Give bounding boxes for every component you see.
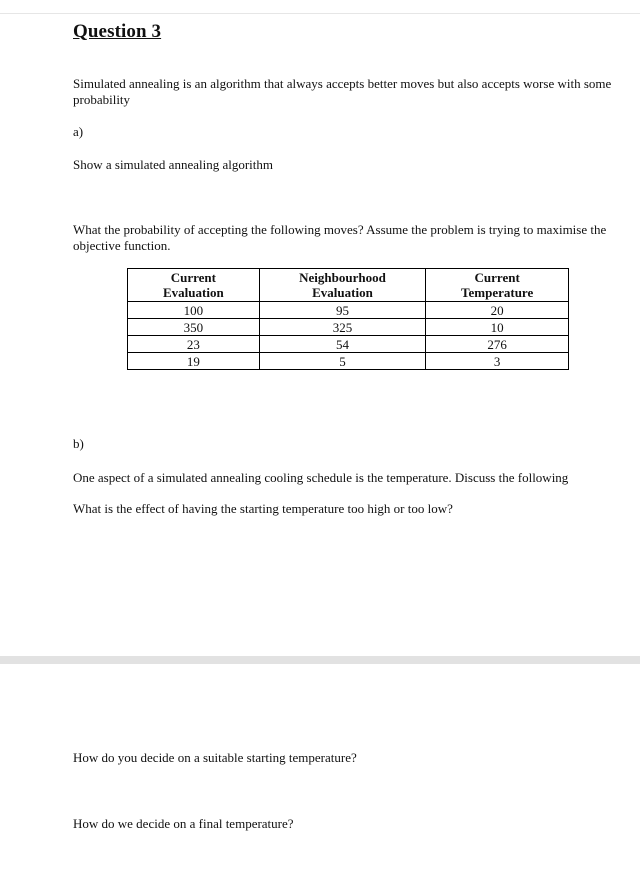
probability-question: What the probability of accepting the following moves? Assume the problem is trying to maximise the objective function. [73, 222, 607, 253]
cell-current-temperature: 3 [426, 353, 569, 370]
cell-current-evaluation: 100 [128, 302, 260, 319]
cell-neighbourhood-evaluation: 5 [259, 353, 426, 370]
cell-current-evaluation: 350 [128, 319, 260, 336]
header-neighbourhood-evaluation [259, 269, 426, 302]
header-line: Neighbourhood [299, 270, 386, 285]
part-b-question-3: How do we decide on a final temperature? [73, 816, 294, 831]
part-b-intro: One aspect of a simulated annealing cooling schedule is the temperature. Discuss the following [73, 470, 569, 485]
table-row [128, 319, 569, 336]
part-b-question-2: How do you decide on a suitable starting temperature? [73, 750, 357, 765]
table-row [128, 302, 569, 319]
header-current-temperature [426, 269, 569, 302]
part-b-question-1: What is the effect of having the starting temperature too high or too low? [73, 501, 453, 516]
header-line: Evaluation [312, 285, 373, 300]
cell-neighbourhood-evaluation: 95 [259, 302, 426, 319]
question-title: Question 3 [73, 21, 162, 42]
header-line: Evaluation [162, 285, 224, 300]
moves-table [127, 268, 569, 370]
cell-current-evaluation: 23 [128, 336, 260, 353]
header-line: Temperature [461, 285, 534, 300]
page-top-rule [0, 13, 640, 14]
cell-current-temperature: 20 [426, 302, 569, 319]
part-a-label: a) [73, 124, 84, 139]
cell-neighbourhood-evaluation: 325 [259, 319, 426, 336]
page-break [0, 656, 640, 664]
cell-current-temperature: 276 [426, 336, 569, 353]
table-header-row [128, 269, 569, 302]
intro-paragraph: Simulated annealing is an algorithm that always accepts better moves but also accepts worse with some probability [73, 76, 612, 107]
header-line: Current [474, 270, 520, 285]
header-line: Current [170, 270, 216, 285]
table-row [128, 336, 569, 353]
part-b-label: b) [73, 436, 84, 451]
part-a-task: Show a simulated annealing algorithm [73, 157, 274, 172]
table-row [128, 353, 569, 370]
cell-current-temperature: 10 [426, 319, 569, 336]
header-current-evaluation [128, 269, 260, 302]
cell-neighbourhood-evaluation: 54 [259, 336, 426, 353]
cell-current-evaluation: 19 [128, 353, 260, 370]
